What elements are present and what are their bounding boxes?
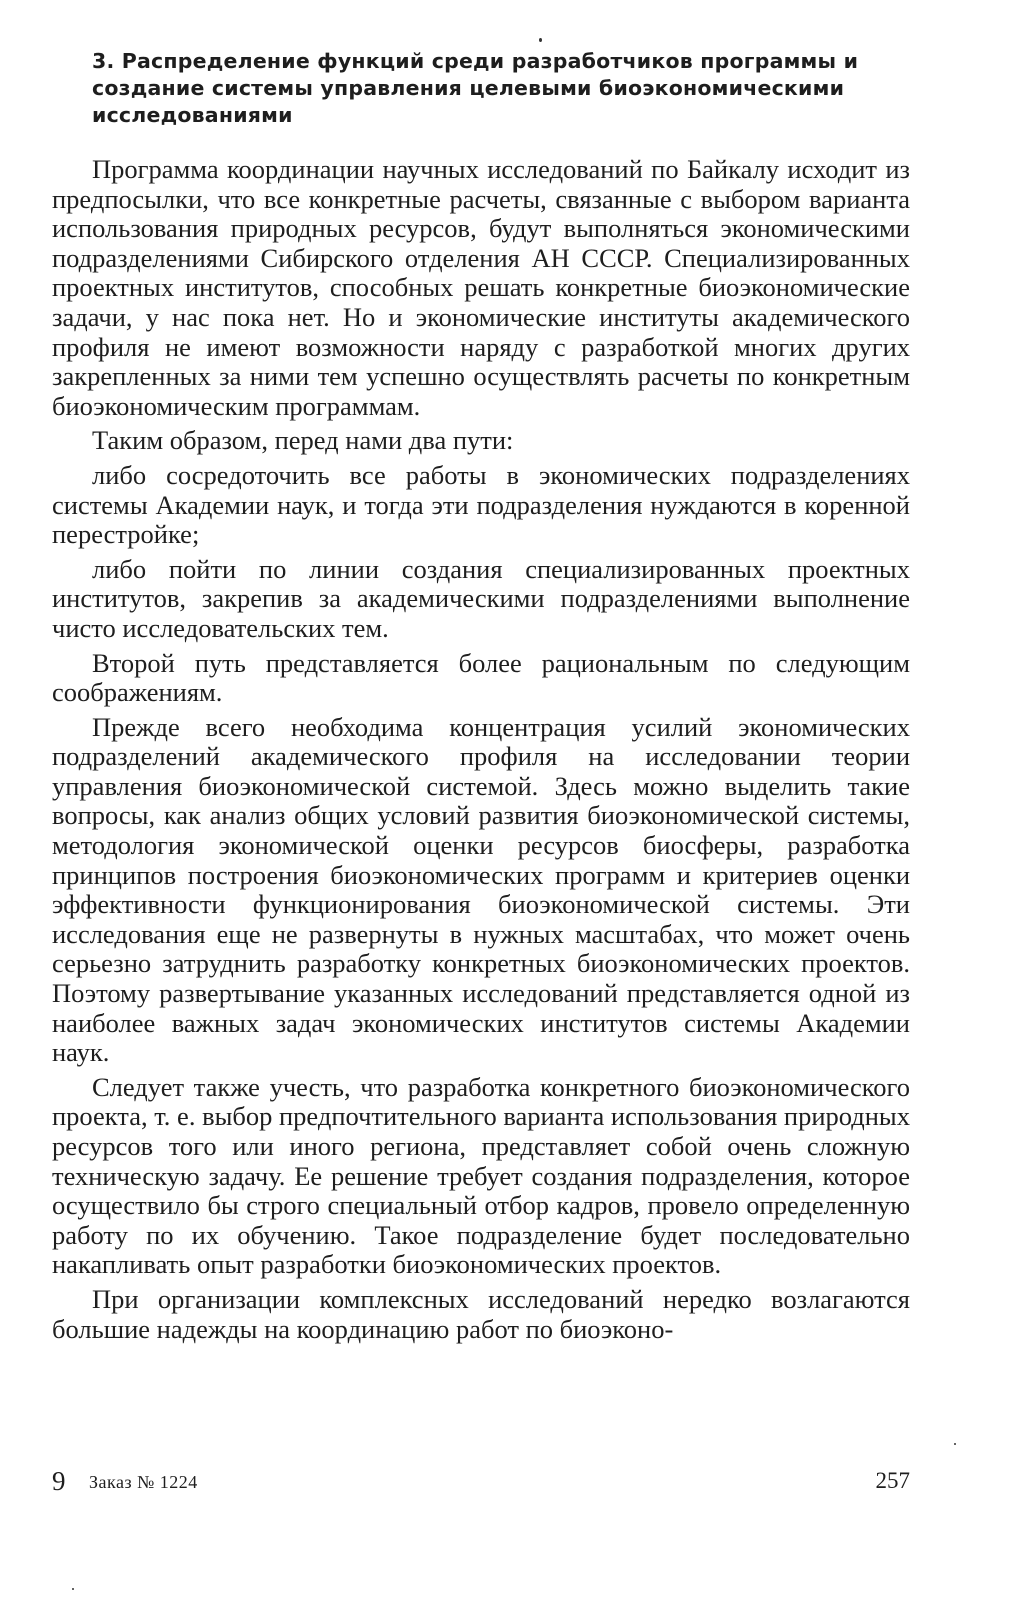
scan-speck [954,1443,956,1445]
signature-number: 9 [52,1466,66,1496]
paragraph: Таким образом, перед нами два пути: [92,425,514,456]
scan-speck [72,1588,74,1590]
body-text [52,155,910,1349]
page-footer [52,1466,910,1506]
paragraph: либо пойти по линии создания специализированных проектных институтов, закрепив за академическими подразделениями выполнение чисто исследовательских тем. [52,553,910,643]
paragraph: либо сосредоточить все работы в экономических подразделениях системы Академии наук, и тогда эти подразделения нуждаются в коренной перестройке; [52,459,910,550]
paragraph: При организации комплексных исследований нередко возлагаются большие надежды на координацию работ по биоэконо- [52,1283,910,1344]
scan-speck [539,38,542,42]
section-heading: 3. Распределение функций среди разработчиков программы и создание системы управления целевыми биоэкономическими исследованиями [92,49,859,127]
paragraph: Программа координации научных исследований по Байкалу исходит из предпосылки, что все конкретные расчеты, связанные с выбором варианта использования природных ресурсов, будут выполняться экономическими подразделениями Сибирского отделения АН СССР. Специализированных проектных институтов, способных решать конкретные биоэкономические задачи, у нас пока нет. Но и экономические институты академического профиля не имеют возможности наряду с разработкой многих других закрепленных за ними тем успешно осуществлять расчеты по конкретным биоэкономическим программам. [52,154,910,421]
print-order: Заказ № 1224 [89,1472,198,1492]
paragraph: Прежде всего необходима концентрация усилий экономических подразделений академического профиля на исследовании теории управления биоэкономической системой. Здесь можно выделить такие вопросы, как анализ общих условий развития биоэкономической системы, методология экономической оценки ресурсов биосферы, разработка принципов построения биоэкономических программ и критериев оценки эффективности функционирования биоэкономической системы. Эти исследования еще не развернуты в нужных масштабах, что может очень серьезно затруднить разработку конкретных биоэкономических проектов. Поэтому развертывание указанных исследований представляется одной из наиболее важных задач экономических институтов системы Академии наук. [52,711,910,1068]
page-number: 257 [875,1468,910,1493]
paragraph: Следует также учесть, что разработка конкретного биоэкономического проекта, т. е. выбор предпочтительного варианта использования природных ресурсов того или иного региона, представляет собой очень сложную техническую задачу. Ее решение требует создания подразделения, которое осуществило бы строго специальный отбор кадров, провело определенную работу по их обучению. Такое подразделение будет последовательно накапливать опыт разработки биоэкономических проектов. [52,1071,910,1280]
paragraph: Второй путь представляется более рациональным по следующим соображениям. [52,647,910,708]
document-page [52,0,910,1600]
